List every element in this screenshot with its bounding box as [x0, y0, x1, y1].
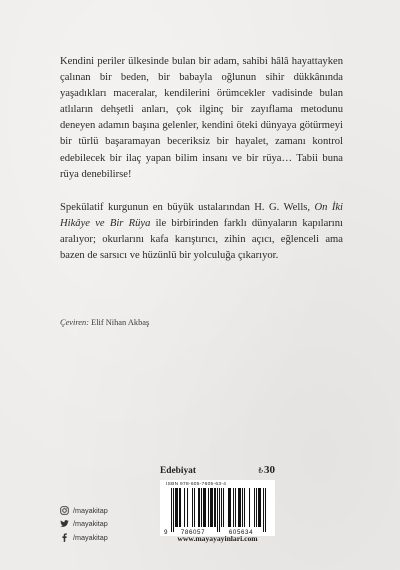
- barcode-bar-9: [192, 488, 193, 527]
- barcode-bar-42: [260, 488, 261, 527]
- barcode-bar-33: [239, 488, 240, 527]
- translator-credit: [60, 318, 149, 327]
- translator-name: Elif Nihan Akbaş: [91, 318, 150, 327]
- barcode-bar-5: [179, 488, 180, 527]
- translator-label: Çeviren:: [60, 318, 89, 327]
- barcode-bar-1: [173, 488, 174, 532]
- social-handles: [60, 504, 108, 545]
- barcode-bar-19: [211, 488, 212, 527]
- barcode-bar-0: [171, 488, 172, 532]
- facebook-icon: [60, 533, 69, 542]
- barcode-bar-40: [258, 488, 259, 527]
- publisher-website: www.mayayayinlari.com: [177, 534, 258, 543]
- isbn-text: ISBN 978-605-7605-63-4: [166, 482, 227, 487]
- price-value: 30: [264, 464, 275, 476]
- blurb-paragraph-2-rest: ile birbirinden farklı dünyaların kapılarını aralıyor; okurlarını kafa karıştırıcı, zihin açıcı, eğlenceli ama bazen de sarsıcı ve hüzünlü bir yolculuğa çıkarıyor.: [60, 217, 343, 262]
- barcode-bar-26: [223, 488, 224, 527]
- barcode-bar-25: [221, 488, 222, 527]
- barcode-bar-43: [263, 488, 264, 532]
- barcode-graphic: [164, 488, 271, 536]
- barcode-bar-22: [215, 488, 216, 527]
- barcode-bar-23: [217, 488, 218, 532]
- barcode-bar-39: [256, 488, 257, 527]
- barcode-bar-18: [210, 488, 211, 527]
- barcode-bar-28: [229, 488, 230, 527]
- twitter-handle: /mayakitap: [73, 519, 108, 528]
- social-instagram: [60, 504, 108, 516]
- blurb-paragraph-2: [60, 200, 343, 264]
- barcode-bar-30: [233, 488, 234, 527]
- social-facebook: [60, 531, 108, 543]
- price: [259, 464, 275, 476]
- barcode-bar-41: [259, 488, 260, 527]
- barcode-bar-38: [254, 488, 255, 527]
- barcode-right-digits: 605634: [228, 529, 254, 536]
- barcode-bar-20: [212, 488, 213, 527]
- barcode-bar-7: [184, 488, 185, 527]
- barcode-bar-27: [228, 488, 229, 527]
- book-title: On İki Hikâye ve Bir Rüya: [60, 201, 343, 229]
- barcode-bar-31: [235, 488, 236, 527]
- barcode-bar-4: [177, 488, 178, 527]
- barcode-first-digit: 9: [164, 529, 168, 536]
- barcode-bar-32: [238, 488, 239, 527]
- barcode-bar-10: [194, 488, 195, 527]
- barcode-bar-12: [199, 488, 200, 527]
- barcode-bar-2: [175, 488, 176, 527]
- instagram-icon: [60, 506, 69, 515]
- facebook-handle: /mayakitap: [73, 532, 108, 542]
- blurb: [60, 54, 343, 264]
- barcode-bar-34: [240, 488, 241, 527]
- barcode-bar-44: [265, 488, 266, 532]
- barcode-bar-35: [242, 488, 243, 527]
- barcode-bar-37: [249, 488, 250, 527]
- barcode-bar-16: [205, 488, 206, 527]
- twitter-icon: [60, 519, 69, 528]
- barcode-bar-8: [187, 488, 188, 527]
- barcode-bar-17: [208, 488, 209, 527]
- price-currency: ₺: [258, 467, 263, 475]
- social-twitter: [60, 518, 108, 530]
- barcode-bar-24: [219, 488, 220, 532]
- barcode-bar-29: [230, 488, 231, 527]
- instagram-handle: /mayakitap: [73, 505, 108, 515]
- barcode-bar-14: [203, 488, 204, 527]
- barcode-bar-15: [204, 488, 205, 527]
- barcode-bar-21: [214, 488, 215, 527]
- barcode: [160, 480, 275, 536]
- blurb-paragraph-2-intro: Spekülatif kurgunun en büyük ustalarından H. G. Wells,: [60, 201, 315, 213]
- barcode-bar-36: [244, 488, 245, 527]
- barcode-bar-3: [176, 488, 177, 527]
- barcode-bar-11: [198, 488, 199, 527]
- barcode-bar-13: [201, 488, 202, 527]
- barcode-bar-6: [180, 488, 181, 527]
- barcode-left-digits: 786057: [180, 529, 206, 536]
- genre-label: Edebiyat: [160, 466, 196, 476]
- barcode-bars: [171, 488, 266, 532]
- blurb-paragraph-1: Kendini periler ülkesinde bulan bir adam, sahibi hâlâ hayattayken çalınan bir beden, bir babayla oğlunun sihir dükkânında yaşadıkları maceralar, kendilerini örümcekler vadisinde bulan atlıların dehşetli anları, çok ilginç bir zayıflama metodunu deneyen adamın başına gelenler, kendini öteki dünyaya götürmeyi bir türlü başaramayan beceriksiz bir hayalet, zamanı kontrol edebilecek bir ilaç yapan bilim insanı ve bir rüya… Tabii buna rüya denebilirse!: [60, 56, 343, 180]
